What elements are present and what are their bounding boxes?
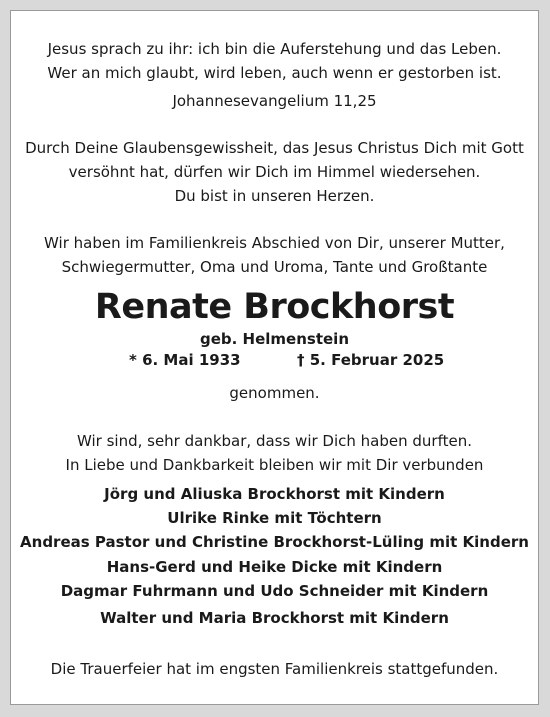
farewell-line-1: Wir haben im Familienkreis Abschied von Dir, unserer Mutter, xyxy=(44,234,505,252)
mourner-line: Walter und Maria Brockhorst mit Kindern xyxy=(100,609,449,627)
maiden-name: geb. Helmenstein xyxy=(199,330,349,348)
taken-text: genommen. xyxy=(229,384,320,402)
faith-line-1: Durch Deine Glaubensgewissheit, das Jesus Christus Dich mit Gott xyxy=(25,139,524,157)
mourner-line: Hans-Gerd und Heike Dicke mit Kindern xyxy=(106,558,443,576)
death-date: † 5. Februar 2025 xyxy=(297,351,445,369)
mourner-line: Ulrike Rinke mit Töchtern xyxy=(167,509,382,527)
verse-line-2: Wer an mich glaubt, wird leben, auch wenn er gestorben ist. xyxy=(47,64,502,82)
mourner-line: Andreas Pastor und Christine Brockhorst-Lüling mit Kindern xyxy=(20,533,529,551)
verse-line-1: Jesus sprach zu ihr: ich bin die Auferstehung und das Leben. xyxy=(47,40,502,58)
life-dates xyxy=(11,350,538,370)
farewell-line-2: Schwiegermutter, Oma und Uroma, Tante und Großtante xyxy=(61,258,488,276)
gratitude-line-2: In Liebe und Dankbarkeit bleiben wir mit Dir verbunden xyxy=(65,456,484,474)
mourner-line: Dagmar Fuhrmann und Udo Schneider mit Kindern xyxy=(60,582,489,600)
mourner-line: Jörg und Aliuska Brockhorst mit Kindern xyxy=(104,485,445,503)
faith-line-2: versöhnt hat, dürfen wir Dich im Himmel wiedersehen. xyxy=(68,163,481,181)
verse-source: Johannesevangelium 11,25 xyxy=(172,92,377,110)
deceased-name: Renate Brockhorst xyxy=(94,287,455,327)
faith-line-3: Du bist in unseren Herzen. xyxy=(174,187,375,205)
birth-date: * 6. Mai 1933 xyxy=(129,351,241,369)
gratitude-line-1: Wir sind, sehr dankbar, dass wir Dich haben durften. xyxy=(76,432,472,450)
closing-text: Die Trauerfeier hat im engsten Familienkreis stattgefunden. xyxy=(50,660,499,678)
obituary-card xyxy=(10,10,539,705)
